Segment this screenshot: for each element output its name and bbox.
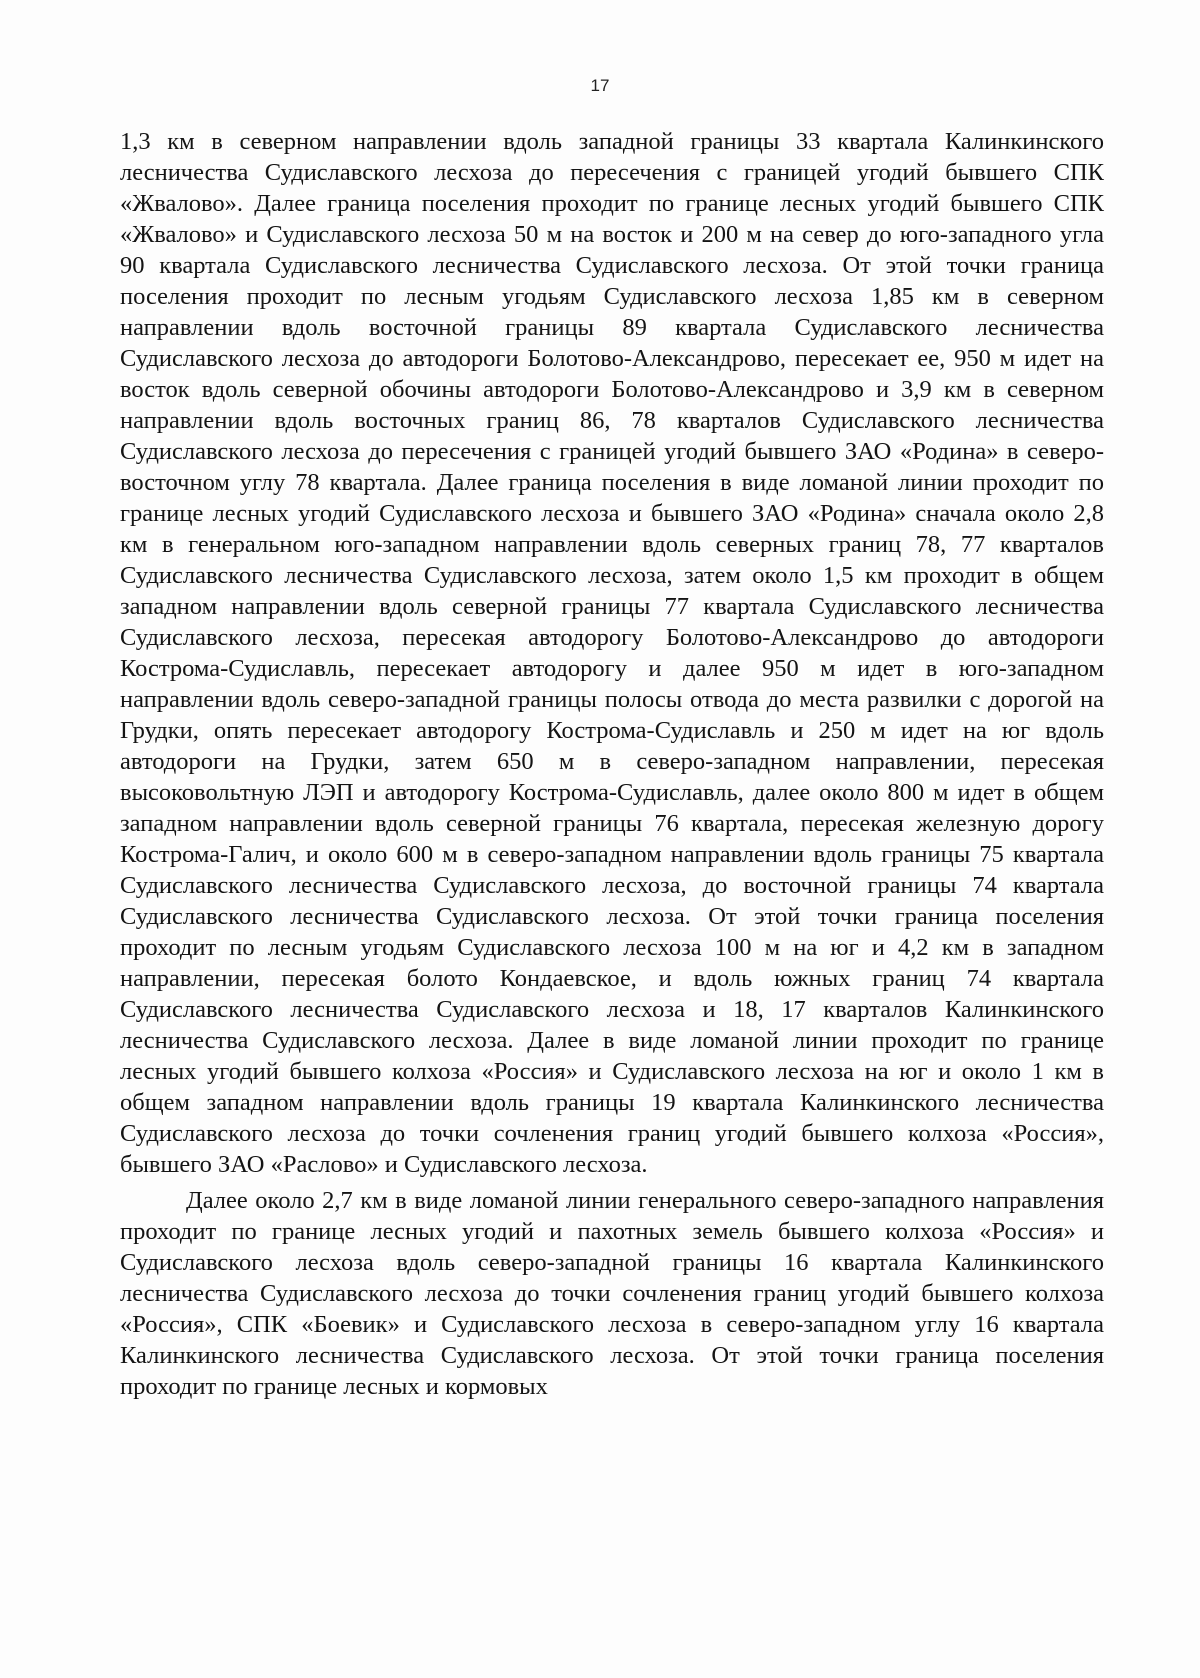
page-number: 17 (590, 76, 610, 95)
paragraph: Далее около 2,7 км в виде ломаной линии генерального северо-западного направления проходит по границе лесных угодий и пахотных земель бывшего колхоза «Россия» и Судиславского лесхоза вдоль северо-западной границы 16 квартала Калинкинского лесничества Судиславского лесхоза до точки сочленения границ угодий бывшего колхоза «Россия», СПК «Боевик» и Судиславского лесхоза в северо-западном углу 16 квартала Калинкинского лесничества Судиславского лесхоза. От этой точки граница поселения проходит по границе лесных и кормовых (120, 1187, 1104, 1400)
paragraph: 1,3 км в северном направлении вдоль западной границы 33 квартала Калинкинского лесничества Судиславского лесхоза до пересечения с границей угодий бывшего СПК «Жвалово». Далее граница поселения проходит по границе лесных угодий бывшего СПК «Жвалово» и Судиславского лесхоза 50 м на восток и 200 м на север до юго-западного угла 90 квартала Судиславского лесничества Судиславского лесхоза. От этой точки граница поселения проходит по лесным угодьям Судиславского лесхоза 1,85 км в северном направлении вдоль восточной границы 89 квартала Судиславского лесничества Судиславского лесхоза до автодороги Болотово-Александрово, пересекает ее, 950 м идет на восток вдоль северной обочины автодороги Болотово-Александрово и 3,9 км в северном направлении вдоль восточных границ 86, 78 кварталов Судиславского лесничества Судиславского лесхоза до пересечения с границей угодий бывшего ЗАО «Родина» в северо-восточном углу 78 квартала. Далее граница поселения в виде ломаной линии проходит по границе лесных угодий Судиславского лесхоза и бывшего ЗАО «Родина» сначала около 2,8 км в генеральном юго-западном направлении вдоль северных границ 78, 77 кварталов Судиславского лесничества Судиславского лесхоза, затем около 1,5 км проходит в общем западном направлении вдоль северной границы 77 квартала Судиславского лесничества Судиславского лесхоза, пересекая автодорогу Болотово-Александрово до автодороги Кострома-Судиславль, пересекает автодорогу и далее 950 м идет в юго-западном направлении вдоль северо-западной границы полосы отвода до места развилки с дорогой на Грудки, опять пересекает автодорогу Кострома-Судиславль и 250 м идет на юг вдоль автодороги на Грудки, затем 650 м в северо-западном направлении, пересекая высоковольтную ЛЭП и автодорогу Кострома-Судиславль, далее около 800 м идет в общем западном направлении вдоль северной границы 76 квартала, пересекая железную дорогу Кострома-Галич, и около 600 м в северо-западном направлении вдоль границы 75 квартала Судиславского лесничества Судиславского лесхоза, до восточной границы 74 квартала Судиславского лесничества Судиславского лесхоза. От этой точки граница поселения проходит по лесным угодьям Судиславского лесхоза 100 м на юг и 4,2 км в западном направлении, пересекая болото Кондаевское, и вдоль южных границ 74 квартала Судиславского лесничества Судиславского лесхоза и 18, 17 кварталов Калинкинского лесничества Судиславского лесхоза. Далее в виде ломаной линии проходит по границе лесных угодий бывшего колхоза «Россия» и Судиславского лесхоза на юг и около 1 км в общем западном направлении вдоль границы 19 квартала Калинкинского лесничества Судиславского лесхоза до точки сочленения границ угодий бывшего колхоза «Россия», бывшего ЗАО «Раслово» и Судиславского лесхоза. (120, 128, 1104, 1178)
body-text (120, 126, 1104, 1402)
